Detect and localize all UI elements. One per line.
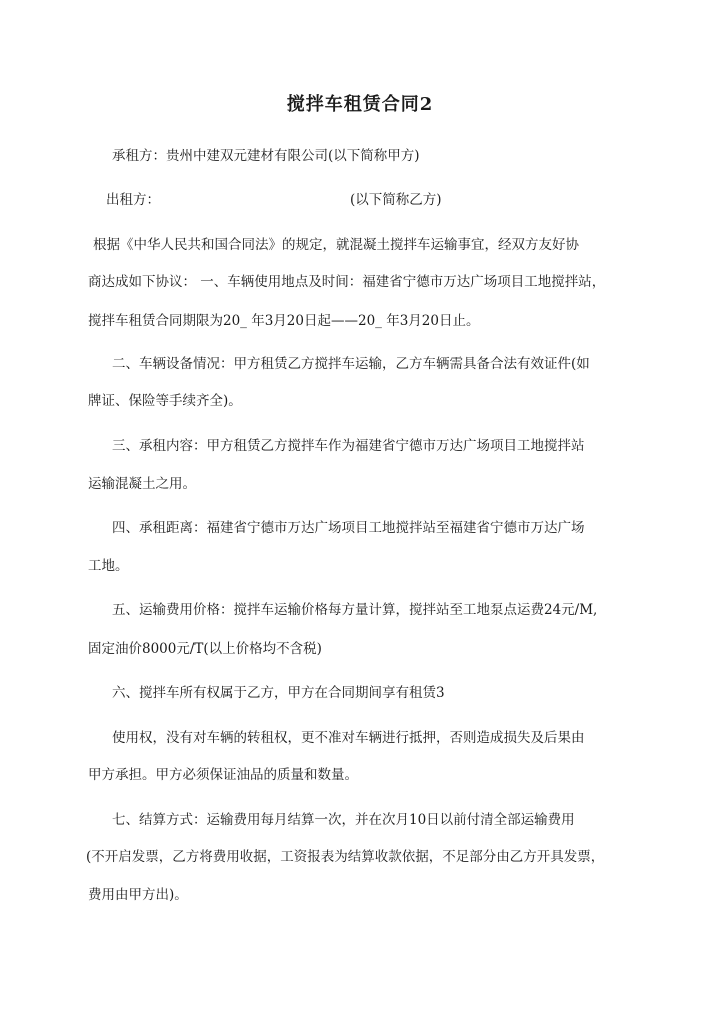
- paragraph-line-4: 二、车辆设备情况：甲方租赁乙方搅拌车运输，乙方车辆需具备合法有效证件(如: [112, 356, 590, 372]
- lessor-suffix: (以下简称乙方): [350, 192, 442, 208]
- paragraph-line-17: 费用由甲方出)。: [88, 887, 188, 903]
- paragraph-line-10: 五、运输费用价格：搅拌车运输价格每方量计算，搅拌站至工地泵点运费24元/M,: [112, 602, 598, 618]
- paragraph-line-1: 根据《中华人民共和国合同法》的规定，就混凝土搅拌车运输事宜，经双方友好协: [93, 237, 579, 253]
- paragraph-line-8: 四、承租距离：福建省宁德市万达广场项目工地搅拌站至福建省宁德市万达广场: [112, 520, 585, 536]
- paragraph-line-12: 六、搅拌车所有权属于乙方，甲方在合同期间享有租赁3: [112, 685, 445, 701]
- paragraph-line-2: 商达成如下协议： 一、车辆使用地点及时间：福建省宁德市万达广场项目工地搅拌站，: [88, 274, 606, 290]
- paragraph-line-6: 三、承租内容：甲方租赁乙方搅拌车作为福建省宁德市万达广场项目工地搅拌站: [112, 438, 585, 454]
- lessor-line: [106, 190, 666, 210]
- paragraph-line-11: 固定油价8000元/T(以上价格均不含税): [88, 641, 322, 657]
- paragraph-line-16: (不开启发票，乙方将费用收据，工资报表为结算收款依据，不足部分由乙方开具发票，: [86, 849, 605, 865]
- paragraph-line-13: 使用权，没有对车辆的转租权，更不准对车辆进行抵押，否则造成损失及后果由: [112, 730, 585, 746]
- paragraph-line-14: 甲方承担。甲方必须保证油品的质量和数量。: [88, 767, 358, 783]
- lessee-line: 承租方：贵州中建双元建材有限公司(以下简称甲方): [112, 148, 420, 164]
- lessor-label: 出租方：: [106, 192, 160, 208]
- paragraph-line-3: 搅拌车租赁合同期限为20_ 年3月20日起——20_ 年3月20日止。: [88, 313, 480, 329]
- paragraph-line-5: 牌证、保险等手续齐全)。: [88, 393, 242, 409]
- paragraph-line-15: 七、结算方式：运输费用每月结算一次，并在次月10日以前付清全部运输费用: [112, 812, 575, 828]
- document-title: 搅拌车租赁合同2: [286, 94, 434, 115]
- paragraph-line-9: 工地。: [88, 558, 129, 574]
- paragraph-line-7: 运输混凝土之用。: [88, 476, 196, 492]
